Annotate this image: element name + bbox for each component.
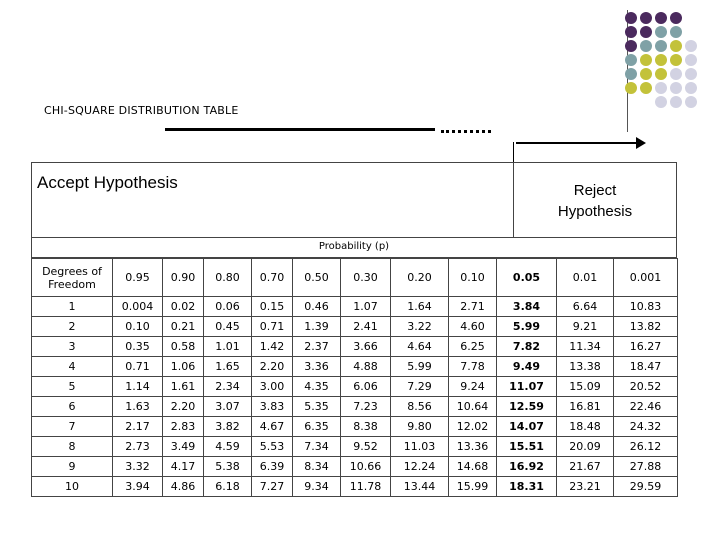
value-cell: 2.20: [252, 357, 293, 377]
decorative-dot: [685, 40, 697, 52]
value-cell: 12.59: [497, 397, 557, 417]
df-cell: 6: [32, 397, 113, 417]
decorative-dot: [670, 82, 682, 94]
value-cell: 21.67: [557, 457, 614, 477]
value-cell: 8.34: [293, 457, 341, 477]
table-row: [32, 337, 678, 357]
value-cell: 5.99: [391, 357, 449, 377]
arrow-dotted-segment: [441, 130, 491, 133]
decorative-dot: [625, 12, 637, 24]
probability-header-cell: 0.30: [341, 259, 391, 297]
degrees-of-freedom-header: [32, 259, 113, 297]
value-cell: 4.88: [341, 357, 391, 377]
value-cell: 26.12: [614, 437, 678, 457]
decorative-dot: [640, 26, 652, 38]
value-cell: 4.17: [163, 457, 204, 477]
value-cell: 5.99: [497, 317, 557, 337]
value-cell: 1.65: [204, 357, 252, 377]
table-row: [32, 437, 678, 457]
probability-header-cell: 0.10: [449, 259, 497, 297]
value-cell: 14.07: [497, 417, 557, 437]
value-cell: 11.78: [341, 477, 391, 497]
decorative-dot: [685, 68, 697, 80]
accept-hypothesis-label: Accept Hypothesis: [37, 173, 178, 192]
decorative-dot: [655, 26, 667, 38]
value-cell: 8.38: [341, 417, 391, 437]
critical-value-tick: [513, 142, 514, 162]
value-cell: 23.21: [557, 477, 614, 497]
value-cell: 2.71: [449, 297, 497, 317]
probability-label: Probability (p): [31, 238, 677, 258]
df-cell: 3: [32, 337, 113, 357]
decorative-dot: [640, 40, 652, 52]
value-cell: 0.71: [113, 357, 163, 377]
probability-header-cell: 0.20: [391, 259, 449, 297]
value-cell: 14.68: [449, 457, 497, 477]
df-cell: 10: [32, 477, 113, 497]
decorative-dot: [655, 40, 667, 52]
value-cell: 0.58: [163, 337, 204, 357]
decorative-dot: [625, 54, 637, 66]
value-cell: 6.39: [252, 457, 293, 477]
value-cell: 4.86: [163, 477, 204, 497]
value-cell: 6.25: [449, 337, 497, 357]
value-cell: 0.10: [113, 317, 163, 337]
decorative-dot: [655, 82, 667, 94]
table-row: [32, 317, 678, 337]
decorative-dot: [670, 40, 682, 52]
value-cell: 13.82: [614, 317, 678, 337]
value-cell: 2.17: [113, 417, 163, 437]
value-cell: 1.06: [163, 357, 204, 377]
value-cell: 3.36: [293, 357, 341, 377]
value-cell: 0.06: [204, 297, 252, 317]
dof-header-line1: Degrees of: [42, 264, 102, 278]
table-header-row: [32, 259, 678, 297]
value-cell: 0.15: [252, 297, 293, 317]
value-cell: 11.34: [557, 337, 614, 357]
value-cell: 20.09: [557, 437, 614, 457]
probability-header-cell: 0.95: [113, 259, 163, 297]
table-row: [32, 297, 678, 317]
value-cell: 1.01: [204, 337, 252, 357]
probability-header-cell: 0.70: [252, 259, 293, 297]
decorative-dot: [685, 96, 697, 108]
value-cell: 1.61: [163, 377, 204, 397]
df-cell: 9: [32, 457, 113, 477]
table-row: [32, 397, 678, 417]
value-cell: 18.48: [557, 417, 614, 437]
df-cell: 7: [32, 417, 113, 437]
value-cell: 3.84: [497, 297, 557, 317]
value-cell: 7.78: [449, 357, 497, 377]
value-cell: 4.35: [293, 377, 341, 397]
value-cell: 18.47: [614, 357, 678, 377]
probability-header-cell: 0.01: [557, 259, 614, 297]
arrow-line: [165, 128, 435, 131]
decorative-dot: [640, 68, 652, 80]
value-cell: 5.35: [293, 397, 341, 417]
decorative-dot: [685, 54, 697, 66]
value-cell: 3.66: [341, 337, 391, 357]
decorative-dot: [625, 82, 637, 94]
reject-arrow-line: [516, 142, 638, 144]
slide-title: CHI-SQUARE DISTRIBUTION TABLE: [44, 104, 239, 117]
value-cell: 6.64: [557, 297, 614, 317]
hypothesis-divider: [513, 162, 514, 238]
value-cell: 3.00: [252, 377, 293, 397]
value-cell: 16.81: [557, 397, 614, 417]
decorative-dot: [670, 96, 682, 108]
decorative-dot: [655, 54, 667, 66]
value-cell: 0.71: [252, 317, 293, 337]
df-cell: 8: [32, 437, 113, 457]
decorative-dot: [670, 12, 682, 24]
decorative-dot: [670, 26, 682, 38]
value-cell: 12.24: [391, 457, 449, 477]
value-cell: 20.52: [614, 377, 678, 397]
decorative-dot: [625, 26, 637, 38]
value-cell: 13.44: [391, 477, 449, 497]
value-cell: 7.82: [497, 337, 557, 357]
value-cell: 6.35: [293, 417, 341, 437]
value-cell: 10.66: [341, 457, 391, 477]
probability-header-cell: 0.80: [204, 259, 252, 297]
value-cell: 9.80: [391, 417, 449, 437]
value-cell: 2.37: [293, 337, 341, 357]
value-cell: 7.29: [391, 377, 449, 397]
table-row: [32, 417, 678, 437]
decorative-dot: [655, 12, 667, 24]
value-cell: 5.53: [252, 437, 293, 457]
value-cell: 3.82: [204, 417, 252, 437]
table-row: [32, 457, 678, 477]
value-cell: 8.56: [391, 397, 449, 417]
value-cell: 0.02: [163, 297, 204, 317]
value-cell: 15.51: [497, 437, 557, 457]
value-cell: 5.38: [204, 457, 252, 477]
reject-label-line2: Hypothesis: [557, 203, 633, 220]
df-cell: 5: [32, 377, 113, 397]
value-cell: 2.41: [341, 317, 391, 337]
table-row: [32, 377, 678, 397]
decorative-dot: [640, 54, 652, 66]
arrow-right-icon: [636, 137, 646, 149]
value-cell: 3.32: [113, 457, 163, 477]
decorative-dot: [655, 96, 667, 108]
value-cell: 0.46: [293, 297, 341, 317]
value-cell: 1.14: [113, 377, 163, 397]
value-cell: 9.49: [497, 357, 557, 377]
value-cell: 27.88: [614, 457, 678, 477]
value-cell: 0.004: [113, 297, 163, 317]
value-cell: 7.34: [293, 437, 341, 457]
value-cell: 11.07: [497, 377, 557, 397]
value-cell: 9.52: [341, 437, 391, 457]
value-cell: 9.24: [449, 377, 497, 397]
value-cell: 1.63: [113, 397, 163, 417]
value-cell: 18.31: [497, 477, 557, 497]
value-cell: 4.60: [449, 317, 497, 337]
value-cell: 3.22: [391, 317, 449, 337]
value-cell: 12.02: [449, 417, 497, 437]
value-cell: 22.46: [614, 397, 678, 417]
df-cell: 1: [32, 297, 113, 317]
value-cell: 7.27: [252, 477, 293, 497]
probability-header-cell: 0.05: [497, 259, 557, 297]
value-cell: 13.36: [449, 437, 497, 457]
value-cell: 4.64: [391, 337, 449, 357]
decorative-dot: [640, 82, 652, 94]
value-cell: 2.73: [113, 437, 163, 457]
value-cell: 10.83: [614, 297, 678, 317]
value-cell: 3.94: [113, 477, 163, 497]
value-cell: 4.59: [204, 437, 252, 457]
value-cell: 11.03: [391, 437, 449, 457]
value-cell: 6.18: [204, 477, 252, 497]
value-cell: 1.64: [391, 297, 449, 317]
value-cell: 9.34: [293, 477, 341, 497]
value-cell: 15.99: [449, 477, 497, 497]
value-cell: 24.32: [614, 417, 678, 437]
reject-hypothesis-label: [520, 180, 670, 222]
decorative-dot: [625, 40, 637, 52]
reject-label-line1: Reject: [573, 182, 617, 199]
value-cell: 29.59: [614, 477, 678, 497]
decorative-dot: [655, 68, 667, 80]
table-row: [32, 477, 678, 497]
decorative-dot: [670, 54, 682, 66]
value-cell: 1.07: [341, 297, 391, 317]
value-cell: 4.67: [252, 417, 293, 437]
value-cell: 0.45: [204, 317, 252, 337]
value-cell: 7.23: [341, 397, 391, 417]
dof-header-line2: Freedom: [48, 277, 96, 291]
value-cell: 15.09: [557, 377, 614, 397]
value-cell: 3.07: [204, 397, 252, 417]
decorative-dot: [640, 12, 652, 24]
df-cell: 4: [32, 357, 113, 377]
value-cell: 1.39: [293, 317, 341, 337]
probability-header-cell: 0.50: [293, 259, 341, 297]
value-cell: 0.21: [163, 317, 204, 337]
value-cell: 16.27: [614, 337, 678, 357]
value-cell: 3.83: [252, 397, 293, 417]
value-cell: 2.34: [204, 377, 252, 397]
value-cell: 9.21: [557, 317, 614, 337]
value-cell: 6.06: [341, 377, 391, 397]
table-row: [32, 357, 678, 377]
value-cell: 1.42: [252, 337, 293, 357]
value-cell: 3.49: [163, 437, 204, 457]
decorative-dot: [685, 82, 697, 94]
value-cell: 10.64: [449, 397, 497, 417]
value-cell: 16.92: [497, 457, 557, 477]
chi-square-table: [31, 258, 678, 497]
value-cell: 0.35: [113, 337, 163, 357]
decorative-dot: [625, 68, 637, 80]
value-cell: 2.20: [163, 397, 204, 417]
probability-header-cell: 0.001: [614, 259, 678, 297]
decorative-dot: [670, 68, 682, 80]
probability-header-cell: 0.90: [163, 259, 204, 297]
value-cell: 13.38: [557, 357, 614, 377]
value-cell: 2.83: [163, 417, 204, 437]
df-cell: 2: [32, 317, 113, 337]
